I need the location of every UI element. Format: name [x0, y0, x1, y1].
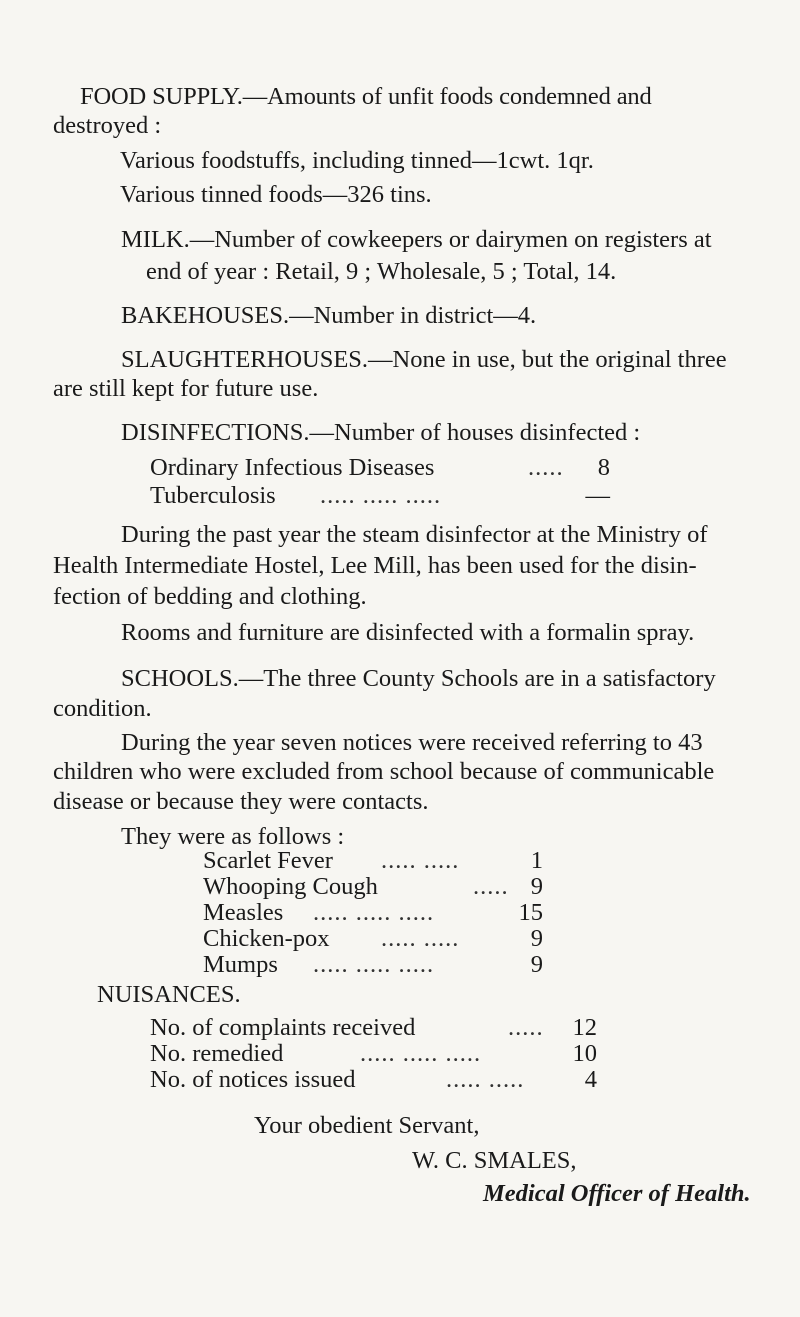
schools-paragraph: During the year seven notices were received referring to 43	[121, 729, 703, 756]
leader-dots: ..... ..... .....	[313, 951, 435, 978]
schools-follows: They were as follows :	[121, 823, 345, 850]
disinfections-paragraph: Rooms and furniture are disinfected with a formalin spray.	[121, 619, 695, 646]
schools-paragraph: disease or because they were contacts.	[53, 788, 429, 815]
food-supply-continuation: destroyed :	[53, 112, 162, 139]
bakehouses-line: BAKEHOUSES.—Number in district—4.	[121, 302, 537, 329]
leader-dots: ..... ..... .....	[360, 1040, 482, 1067]
schools-paragraph: children who were excluded from school because of communicable	[53, 758, 715, 785]
schools-row	[203, 950, 543, 980]
row-label: Scarlet Fever	[203, 847, 333, 874]
row-value: 8	[597, 454, 610, 481]
leader-dots: ..... .....	[381, 925, 460, 952]
disinfections-paragraph: During the past year the steam disinfector at the Ministry of	[121, 521, 708, 548]
leader-dots: ..... ..... .....	[313, 899, 435, 926]
row-label: No. of complaints received	[150, 1014, 416, 1041]
signature-title: Medical Officer of Health.	[483, 1180, 751, 1207]
row-label: No. remedied	[150, 1040, 284, 1067]
food-supply-item: Various tinned foods—326 tins.	[120, 181, 432, 208]
leader-dots: .....	[473, 873, 509, 900]
schools-continuation: condition.	[53, 695, 152, 722]
row-value: —	[585, 482, 610, 509]
row-label: Measles	[203, 899, 284, 926]
row-label: Chicken-pox	[203, 925, 330, 952]
disinfections-row	[150, 453, 610, 483]
row-value: 9	[530, 951, 543, 978]
milk-heading: MILK.—Number of cowkeepers or dairymen on registers at	[121, 226, 712, 253]
leader-dots: ..... .....	[381, 847, 460, 874]
food-supply-item: Various foodstuffs, including tinned—1cwt. 1qr.	[120, 147, 594, 174]
disinfections-paragraph: Health Intermediate Hostel, Lee Mill, has been used for the disin-	[53, 552, 697, 579]
row-value: 15	[518, 899, 543, 926]
row-value: 12	[572, 1014, 597, 1041]
leader-dots: .....	[528, 454, 564, 481]
row-label: Ordinary Infectious Diseases	[150, 454, 435, 481]
schools-heading: SCHOOLS.—The three County Schools are in a satisfactory	[121, 665, 716, 692]
leader-dots: ..... .....	[446, 1066, 525, 1093]
leader-dots: .....	[508, 1014, 544, 1041]
signature-closing: Your obedient Servant,	[254, 1112, 480, 1139]
signature-name: W. C. SMALES,	[412, 1147, 577, 1174]
disinfections-paragraph: fection of bedding and clothing.	[53, 583, 367, 610]
slaughterhouses-heading: SLAUGHTERHOUSES.—None in use, but the original three	[121, 346, 727, 373]
row-value: 4	[584, 1066, 597, 1093]
disinfections-heading: DISINFECTIONS.—Number of houses disinfected :	[121, 419, 641, 446]
row-label: Mumps	[203, 951, 278, 978]
nuisances-row	[150, 1065, 597, 1095]
milk-continuation: end of year : Retail, 9 ; Wholesale, 5 ; Total, 14.	[146, 258, 617, 285]
slaughterhouses-continuation: are still kept for future use.	[53, 375, 319, 402]
row-value: 1	[530, 847, 543, 874]
row-label: No. of notices issued	[150, 1066, 356, 1093]
row-value: 9	[530, 925, 543, 952]
leader-dots: ..... ..... .....	[320, 482, 442, 509]
nuisances-heading: NUISANCES.	[97, 981, 241, 1008]
food-supply-heading: FOOD SUPPLY.—Amounts of unfit foods condemned and	[80, 83, 652, 110]
row-value: 10	[572, 1040, 597, 1067]
row-value: 9	[530, 873, 543, 900]
row-label: Whooping Cough	[203, 873, 378, 900]
row-label: Tuberculosis	[150, 482, 276, 509]
disinfections-row	[150, 481, 610, 511]
